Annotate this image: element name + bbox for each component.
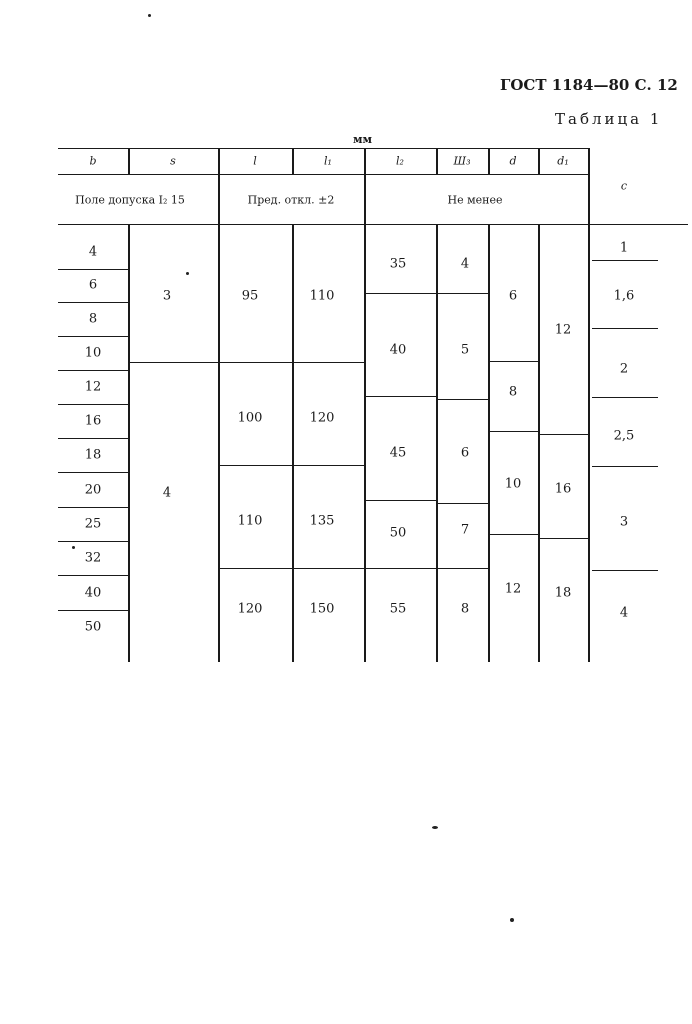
d-value: 6: [508, 288, 518, 304]
b-value: 10: [84, 345, 102, 361]
column-header-l1: l₁: [324, 154, 332, 168]
row-rule: [364, 500, 436, 501]
l-value: 95: [241, 288, 259, 304]
row-rule: [592, 260, 658, 261]
column-divider: [364, 148, 366, 662]
units-label: мм: [353, 133, 373, 146]
l1-value: 135: [309, 513, 335, 529]
scan-speck: [148, 14, 151, 17]
scan-speck: [72, 546, 75, 549]
l1-value: 120: [309, 410, 335, 426]
row-rule: [58, 370, 128, 371]
column-divider: [292, 224, 294, 662]
row-rule: [58, 302, 128, 303]
column-divider: [588, 148, 590, 662]
document-code: ГОСТ 1184—80 С. 12: [500, 76, 678, 94]
column-header-d1: d₁: [557, 154, 569, 168]
row-rule: [58, 610, 128, 611]
scan-speck: [432, 826, 438, 829]
row-rule: [58, 472, 128, 473]
column-divider: [128, 148, 130, 174]
row-rule: [436, 568, 488, 569]
lb-value: 8: [460, 601, 470, 617]
c-value: 3: [619, 514, 629, 530]
row-rule: [58, 336, 128, 337]
c-value: 1,6: [613, 288, 635, 304]
l-value: 120: [237, 601, 263, 617]
column-header-d: d: [509, 154, 517, 168]
row-rule: [488, 534, 538, 535]
l2-value: 35: [389, 256, 407, 272]
b-value: 4: [88, 244, 98, 260]
column-header-b: b: [89, 154, 97, 168]
column-divider: [488, 148, 490, 174]
lb-value: 5: [460, 342, 470, 358]
c-value: 2,5: [613, 428, 635, 444]
l1-value: 150: [309, 601, 335, 617]
row-rule: [218, 362, 364, 363]
row-rule: [538, 434, 588, 435]
column-header-l2: l₂: [396, 154, 404, 168]
l2-value: 45: [389, 445, 407, 461]
b-value: 50: [84, 619, 102, 635]
row-rule: [364, 293, 436, 294]
lb-value: 7: [460, 522, 470, 538]
lb-value: 4: [460, 256, 470, 272]
b-value: 8: [88, 311, 98, 327]
row-rule: [538, 538, 588, 539]
scan-speck: [510, 918, 514, 922]
b-value: 32: [84, 550, 102, 566]
d-value: 12: [504, 581, 522, 597]
row-rule: [592, 466, 658, 467]
deviation-subheader: Пред. откл. ±2: [247, 193, 335, 207]
l2-value: 55: [389, 601, 407, 617]
row-rule: [436, 293, 488, 294]
scan-speck: [186, 272, 189, 275]
row-rule: [488, 361, 538, 362]
column-divider: [538, 148, 540, 174]
table-title: Таблица 1: [555, 110, 663, 128]
row-rule: [488, 431, 538, 432]
header-rule: [58, 174, 588, 175]
s-value: 3: [162, 288, 172, 304]
row-rule: [592, 570, 658, 571]
row-rule: [592, 328, 658, 329]
l2-value: 40: [389, 342, 407, 358]
l-value: 110: [237, 513, 263, 529]
column-header-l: l: [253, 154, 257, 168]
row-rule: [58, 507, 128, 508]
column-divider: [436, 224, 438, 662]
c-value: 1: [619, 240, 629, 256]
column-divider: [218, 148, 220, 662]
l1-value: 110: [309, 288, 335, 304]
column-divider: [292, 148, 294, 174]
row-rule: [364, 568, 436, 569]
row-rule: [58, 575, 128, 576]
column-divider: [488, 224, 490, 662]
row-rule: [58, 438, 128, 439]
tolerance-subheader: Поле допуска I₂ 15: [75, 193, 185, 207]
b-value: 16: [84, 413, 102, 429]
column-header-s: s: [170, 154, 176, 168]
d1-value: 12: [554, 322, 572, 338]
row-rule: [218, 465, 364, 466]
c-value: 4: [619, 605, 629, 621]
row-rule: [58, 541, 128, 542]
l2-value: 50: [389, 525, 407, 541]
not-less-subheader: Не менее: [447, 193, 503, 207]
row-rule: [58, 269, 128, 270]
c-value: 2: [619, 361, 629, 377]
row-rule: [218, 568, 364, 569]
column-divider: [128, 224, 130, 662]
d1-value: 16: [554, 481, 572, 497]
row-rule: [436, 399, 488, 400]
column-divider: [538, 224, 540, 662]
d-value: 8: [508, 384, 518, 400]
b-value: 40: [84, 585, 102, 601]
b-value: 25: [84, 516, 102, 532]
row-rule: [436, 503, 488, 504]
table-top-rule: [58, 148, 588, 149]
s-value: 4: [162, 485, 172, 501]
l-value: 100: [237, 410, 263, 426]
header-bottom-rule: [58, 224, 688, 225]
row-rule: [128, 362, 218, 363]
row-rule: [58, 404, 128, 405]
lb-value: 6: [460, 445, 470, 461]
b-value: 20: [84, 482, 102, 498]
d1-value: 18: [554, 585, 572, 601]
row-rule: [592, 397, 658, 398]
b-value: 12: [84, 379, 102, 395]
column-header-lb: Ш₃: [453, 154, 471, 168]
b-value: 18: [84, 447, 102, 463]
column-header-c: c: [620, 179, 628, 193]
d-value: 10: [504, 476, 522, 492]
b-value: 6: [88, 277, 98, 293]
column-divider: [436, 148, 438, 174]
row-rule: [364, 396, 436, 397]
